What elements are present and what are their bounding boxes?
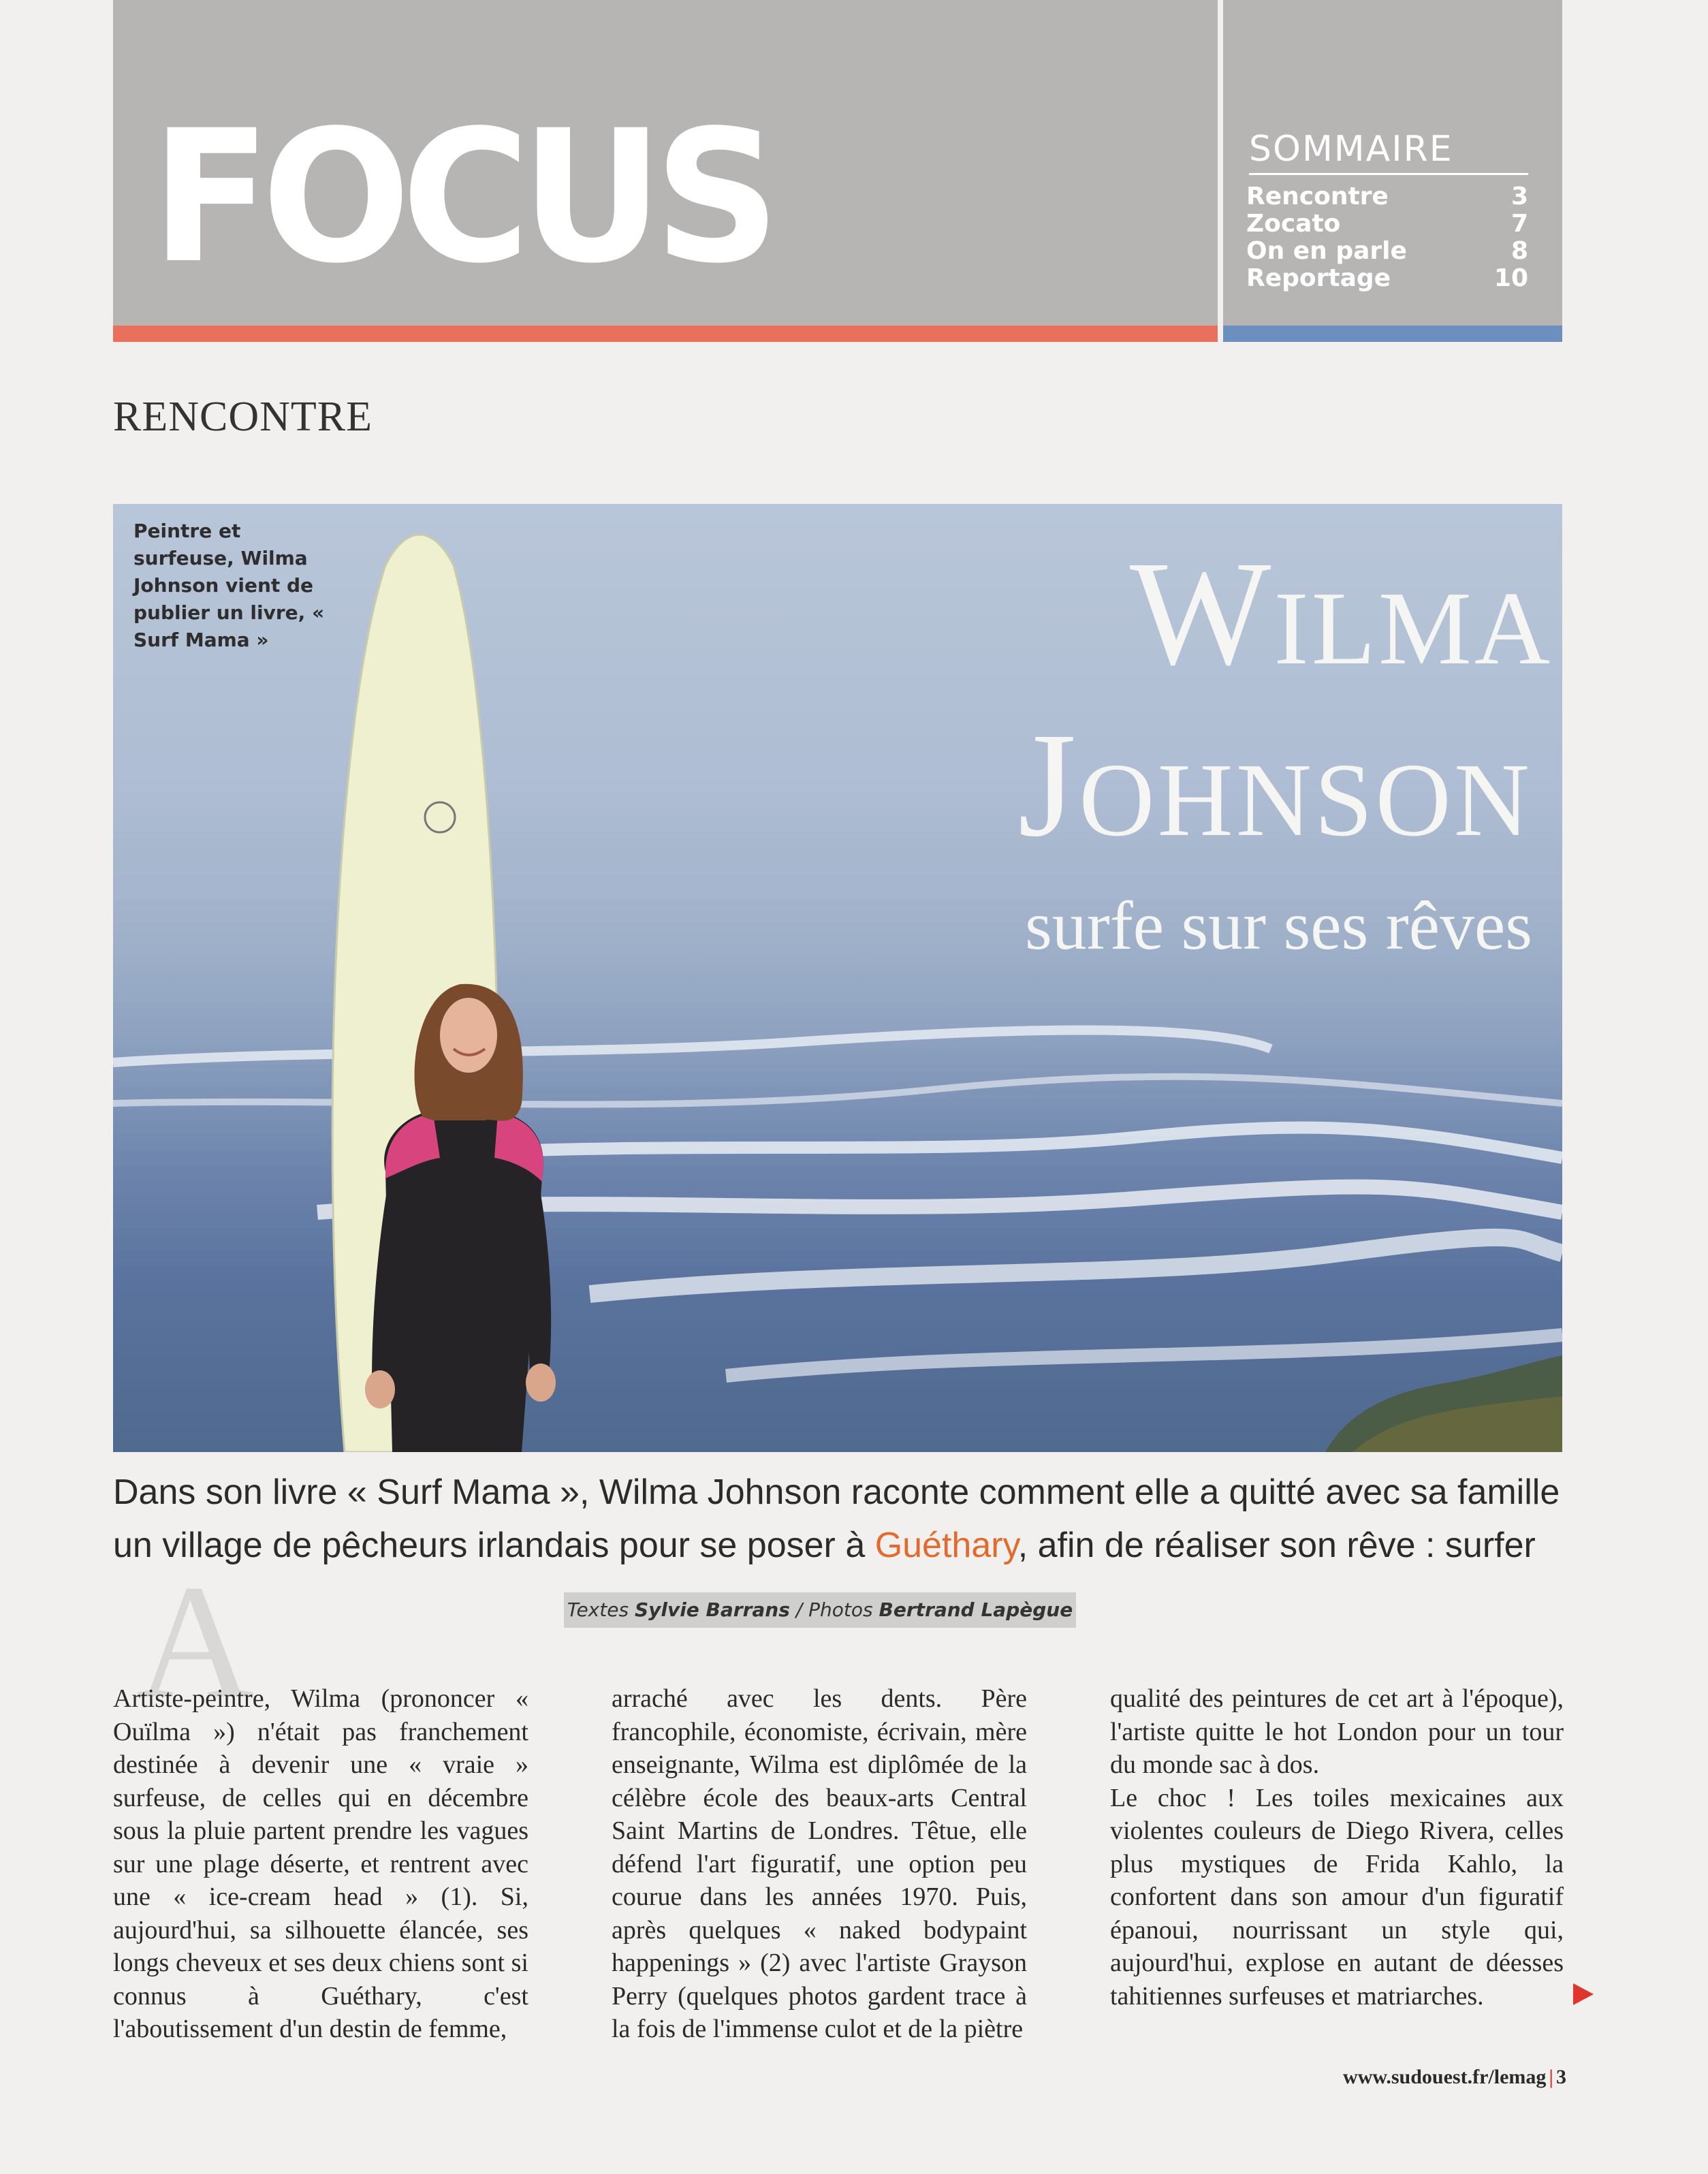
header-accent-line-blue — [1223, 326, 1562, 342]
sommaire-title: SOMMAIRE — [1249, 129, 1453, 170]
byline-texts-label: Textes — [567, 1598, 629, 1621]
toc-item-label: Reportage — [1246, 264, 1391, 292]
toc-item-page: 10 — [1493, 264, 1528, 292]
header-accent-line-red — [113, 326, 1218, 342]
lead-text-end: , afin de réaliser son rêve : surfer — [1017, 1526, 1536, 1565]
page-number: 3 — [1556, 2066, 1566, 2088]
toc-item-zocato[interactable] — [1246, 210, 1528, 238]
body-column-1 — [113, 1682, 528, 2043]
toc-item-label: Rencontre — [1246, 183, 1389, 210]
photo-caption: Peintre et surfeuse, Wilma Johnson vient de publier un livre, « Surf Mama » — [133, 520, 325, 651]
body-paragraph: arraché avec les dents. Père francophile, économiste, écrivain, mère enseignante, Wilma est diplômée de la célèbre école des beaux-arts Central Saint Martins de Londres. Têtue, elle défend l'art figuratif, une option peu courue dans les années 1970. Puis, après quelques « naked bodypaint happenings » (2) avec l'artiste Grayson Perry (quelques photos gardent trace à la fois de l'immense culot et de la piètre — [612, 1684, 1027, 2043]
byline-photos-label: / Photos — [795, 1598, 873, 1621]
page-footer — [1294, 2064, 1566, 2091]
footer-separator: | — [1549, 2066, 1553, 2088]
toc-item-reportage[interactable] — [1246, 264, 1528, 293]
toc-item-page: 8 — [1511, 237, 1528, 265]
byline-photos-author: Bertrand Lapègue — [879, 1598, 1073, 1621]
continue-arrow-icon[interactable] — [1573, 1983, 1594, 2005]
toc-item-page: 3 — [1511, 183, 1528, 210]
lead-paragraph — [113, 1466, 1570, 1575]
body-column-2 — [612, 1682, 1027, 2043]
toc-item-label: On en parle — [1246, 237, 1407, 265]
headline-line-1: Wilma — [1129, 530, 1553, 696]
body-paragraph: Artiste-peintre, Wilma (prononcer « Ouïlma ») n'était pas franchement destinée à devenir une « vraie » surfeuse, de celles qui en décembre sous la pluie partent prendre les vagues sur une plage déserte, et rentrent avec une « ice-cream head » (1). Si, aujourd'hui, sa silhouette élancée, ses longs cheveux et ses deux chiens sont si connus à Guéthary, c'est l'aboutissement d'un destin de femme, — [113, 1684, 528, 2043]
rubric-label: RENCONTRE — [113, 394, 373, 440]
sommaire-divider — [1249, 173, 1528, 175]
lead-text: Dans son livre « Surf Mama », Wilma Johnson raconte comment elle a quitté avec sa famille un village de pêcheurs irlandais pour se poser à — [113, 1472, 1560, 1565]
section-title: FOCUS — [151, 91, 772, 304]
toc-item-label: Zocato — [1246, 210, 1341, 238]
byline — [564, 1592, 1076, 1628]
table-of-contents — [1246, 183, 1528, 298]
toc-item-on-en-parle[interactable] — [1246, 237, 1528, 266]
headline-subtitle: surfe sur ses rêves — [1025, 887, 1532, 964]
byline-texts-author: Sylvie Barrans — [634, 1598, 790, 1621]
body-paragraph: qualité des peintures de cet art à l'époque), l'artiste quitte le hot London pour un tour du monde sac à dos. — [1110, 1684, 1564, 1779]
toc-item-page: 7 — [1511, 210, 1528, 238]
headline-line-2: Johnson — [1017, 702, 1532, 868]
body-paragraph: Le choc ! Les toiles mexicaines aux violentes couleurs de Diego Rivera, celles plus mystiques de Frida Kahlo, la confortent dans son amour d'un figuratif épanoui, nourrissant un style qui, aujourd'hui, explose en autant de déesses tahitiennes surfeuses et matriarches. — [1110, 1783, 1564, 2011]
footer-url[interactable]: www.sudouest.fr/lemag — [1343, 2066, 1547, 2088]
toc-item-rencontre[interactable] — [1246, 183, 1528, 211]
drop-cap: A — [136, 1551, 255, 1732]
lead-place-highlight: Guéthary — [874, 1526, 1018, 1565]
body-column-3 — [1110, 1682, 1564, 2009]
